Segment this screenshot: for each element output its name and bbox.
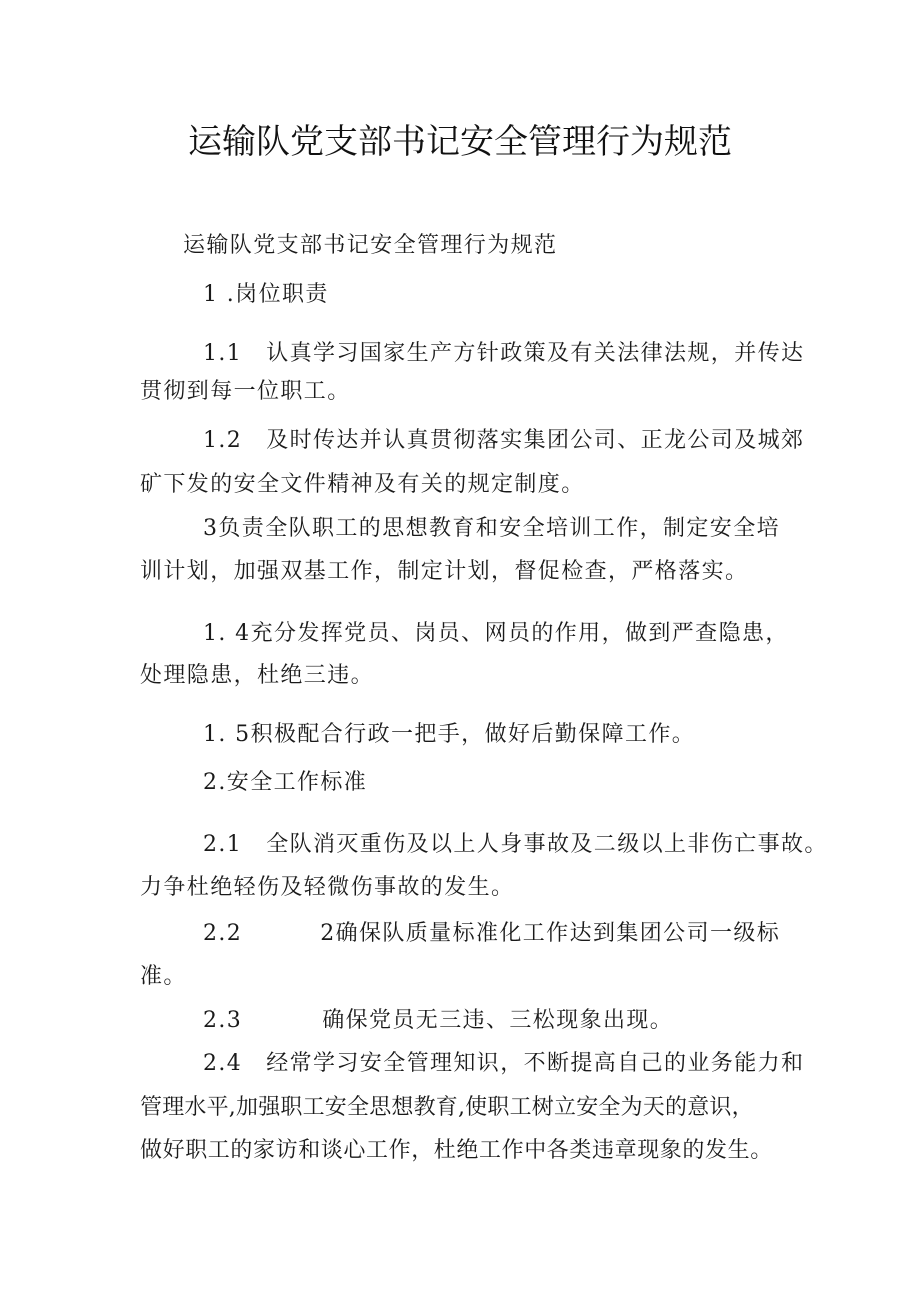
item-1-1-number: 1.1 [203, 341, 243, 366]
item-2-3-text: 确保党员无三违、三松现象出现。 [322, 1008, 674, 1033]
item-2-2-text: 2确保队质量标准化工作达到集团公司一级标 [320, 921, 781, 946]
section1-heading: 1 .岗位职责 [203, 282, 329, 307]
item-2-2-line2: 准。 [140, 964, 187, 989]
item-2-2-number: 2.2 [203, 921, 243, 946]
item-1-1-line1 [203, 338, 804, 370]
item-2-1-line1 [203, 829, 828, 861]
item-2-4-line2: 管理水平,加强职工安全思想教育,使职工树立安全为天的意识， [140, 1095, 754, 1120]
item-2-3-number: 2.3 [203, 1008, 243, 1033]
item-2-4-text: 经常学习安全管理知识，不断提高自己的业务能力和 [266, 1051, 805, 1076]
item-1-3-line2: 训计划，加强双基工作，制定计划，督促检查，严格落实。 [140, 559, 749, 584]
item-1-1-text: 认真学习国家生产方针政策及有关法律法规，并传达 [266, 341, 805, 366]
item-2-4-line3: 做好职工的家访和谈心工作，杜绝工作中各类违章现象的发生。 [140, 1138, 773, 1163]
item-1-5-line1: 1. 5积极配合行政一把手，做好后勤保障工作。 [203, 722, 696, 747]
item-1-2-text: 及时传达并认真贯彻落实集团公司、正龙公司及城郊 [266, 428, 805, 453]
item-2-1-line2: 力争杜绝轻伤及轻微伤事故的发生。 [140, 875, 515, 900]
section2-heading: 2.安全工作标准 [203, 770, 368, 795]
item-2-1-number: 2.1 [203, 832, 243, 857]
item-1-4-line2: 处理隐患，杜绝三违。 [140, 663, 375, 688]
document-title: 运输队党支部书记安全管理行为规范 [188, 122, 732, 162]
document-subtitle: 运输队党支部书记安全管理行为规范 [183, 233, 558, 258]
item-1-2-line1 [203, 425, 804, 457]
item-2-1-text: 全队消灭重伤及以上人身事故及二级以上非伤亡事故。 [266, 832, 828, 857]
item-1-4-line1: 1. 4充分发挥党员、岗员、网员的作用，做到严查隐患， [203, 621, 789, 646]
item-2-3-line1 [203, 1005, 673, 1037]
item-2-4-number: 2.4 [203, 1051, 243, 1076]
item-1-2-line2: 矿下发的安全文件精神及有关的规定制度。 [140, 472, 585, 497]
item-1-3-line1: 3负责全队职工的思想教育和安全培训工作，制定安全培 [203, 516, 780, 541]
item-2-2-line1 [203, 918, 780, 950]
item-1-2-number: 1.2 [203, 428, 243, 453]
item-1-1-line2: 贯彻到每一位职工。 [140, 379, 351, 404]
item-2-4-line1 [203, 1048, 804, 1080]
